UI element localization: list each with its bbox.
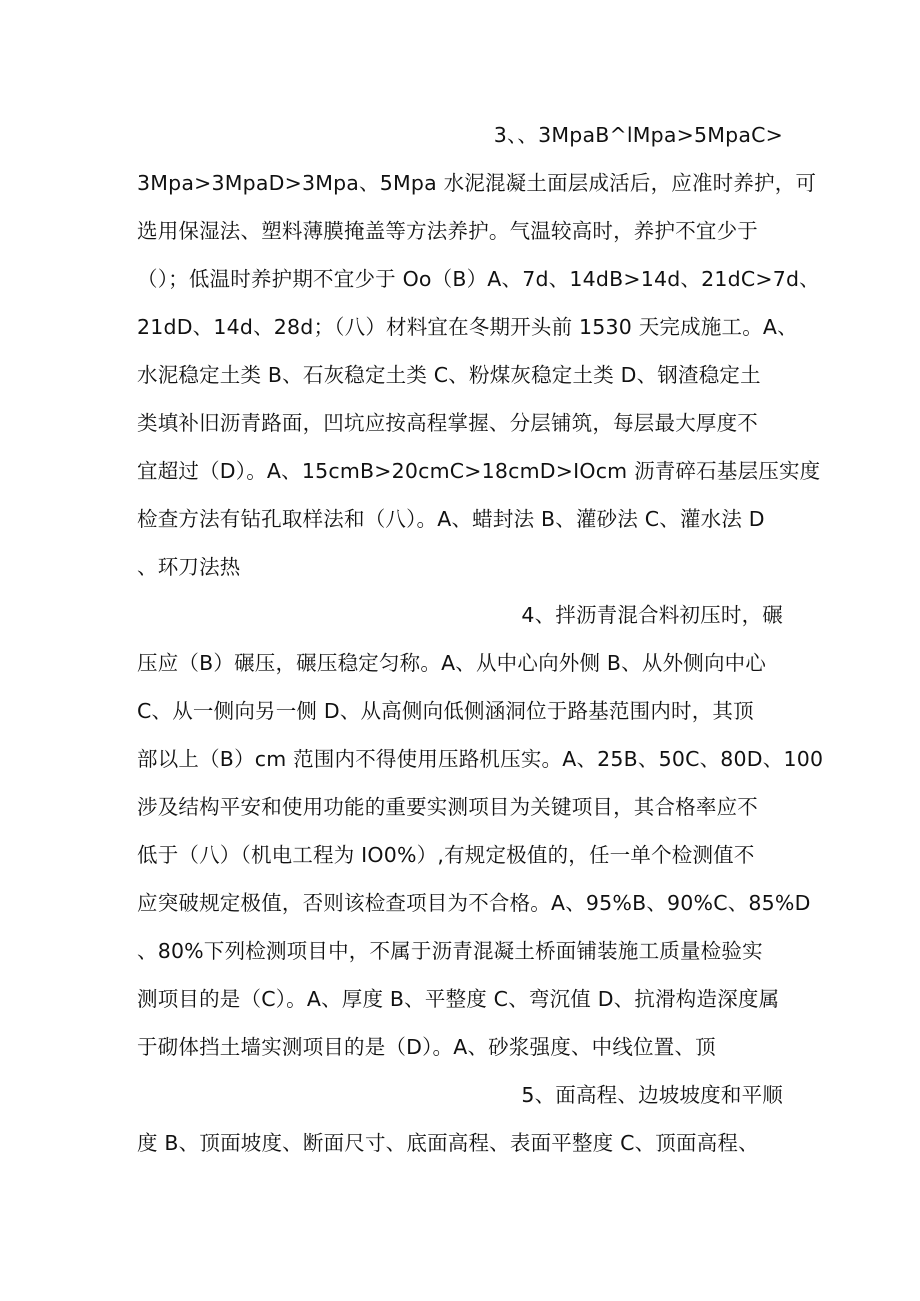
text-line-8: 宜超过（D）。A、15cmB>20cmC>18cmD>IOcm 沥青碎石基层压实度 (137, 459, 821, 483)
text-line-3: 选用保湿法、塑料薄膜掩盖等方法养护。气温较高时，养护不宜少于 (137, 219, 758, 243)
text-line-2: 3Mpa>3MpaD>3Mpa、5Mpa 水泥混凝土面层成活后，应准时养护，可 (137, 171, 817, 195)
text-line-7: 类填补旧沥青路面，凹坑应按高程掌握、分层铺筑，每层最大厚度不 (137, 411, 758, 435)
text-line-4: （）；低温时养护期不宜少于 Oo（B）A、7d、14dB>14d、21dC>7d、 (137, 267, 820, 291)
text-line-14: 部以上（B）cm 范围内不得使用压路机压实。A、25B、50C、80D、100 (137, 747, 824, 771)
text-line-20: 于砌体挡土墙实测项目的是（D）。A、砂浆强度、中线位置、顶 (137, 1035, 716, 1059)
text-line-5: 21dD、14d、28d；（八）材料宜在冬期开头前 1530 天完成施工。A、 (137, 315, 798, 339)
text-line-1: 3、、3MpaB^lMpa>5MpaC> (493, 123, 783, 147)
text-line-15: 涉及结构平安和使用功能的重要实测项目为关键项目，其合格率应不 (137, 795, 758, 819)
text-line-10: 、环刀法热 (137, 555, 241, 579)
text-line-6: 水泥稳定土类 B、石灰稳定土类 C、粉煤灰稳定土类 D、钢渣稳定土 (137, 363, 761, 387)
text-line-9: 检查方法有钻孔取样法和（八）。A、蜡封法 B、灌砂法 C、灌水法 D (137, 507, 765, 531)
text-line-17: 应突破规定极值，否则该检查项目为不合格。A、95%B、90%C、85%D (137, 891, 811, 915)
text-line-19: 测项目的是（C）。A、厚度 B、平整度 C、弯沉值 D、抗滑构造深度属 (137, 987, 780, 1011)
text-line-22: 度 B、顶面坡度、断面尺寸、底面高程、表面平整度 C、顶面高程、 (137, 1131, 759, 1155)
text-line-18: 、80%下列检测项目中，不属于沥青混凝土桥面铺装施工质量检验实 (137, 939, 763, 963)
text-line-21: 5、面高程、边坡坡度和平顺 (521, 1083, 783, 1107)
text-line-16: 低于（八）（机电工程为 IO0%）,有规定极值的，任一单个检测值不 (137, 843, 755, 867)
text-line-12: 压应（B）碾压，碾压稳定匀称。A、从中心向外侧 B、从外侧向中心 (137, 651, 767, 675)
text-line-11: 4、拌沥青混合料初压时，碾 (521, 603, 783, 627)
text-line-13: C、从一侧向另一侧 D、从高侧向低侧涵洞位于路基范围内时，其顶 (137, 699, 754, 723)
